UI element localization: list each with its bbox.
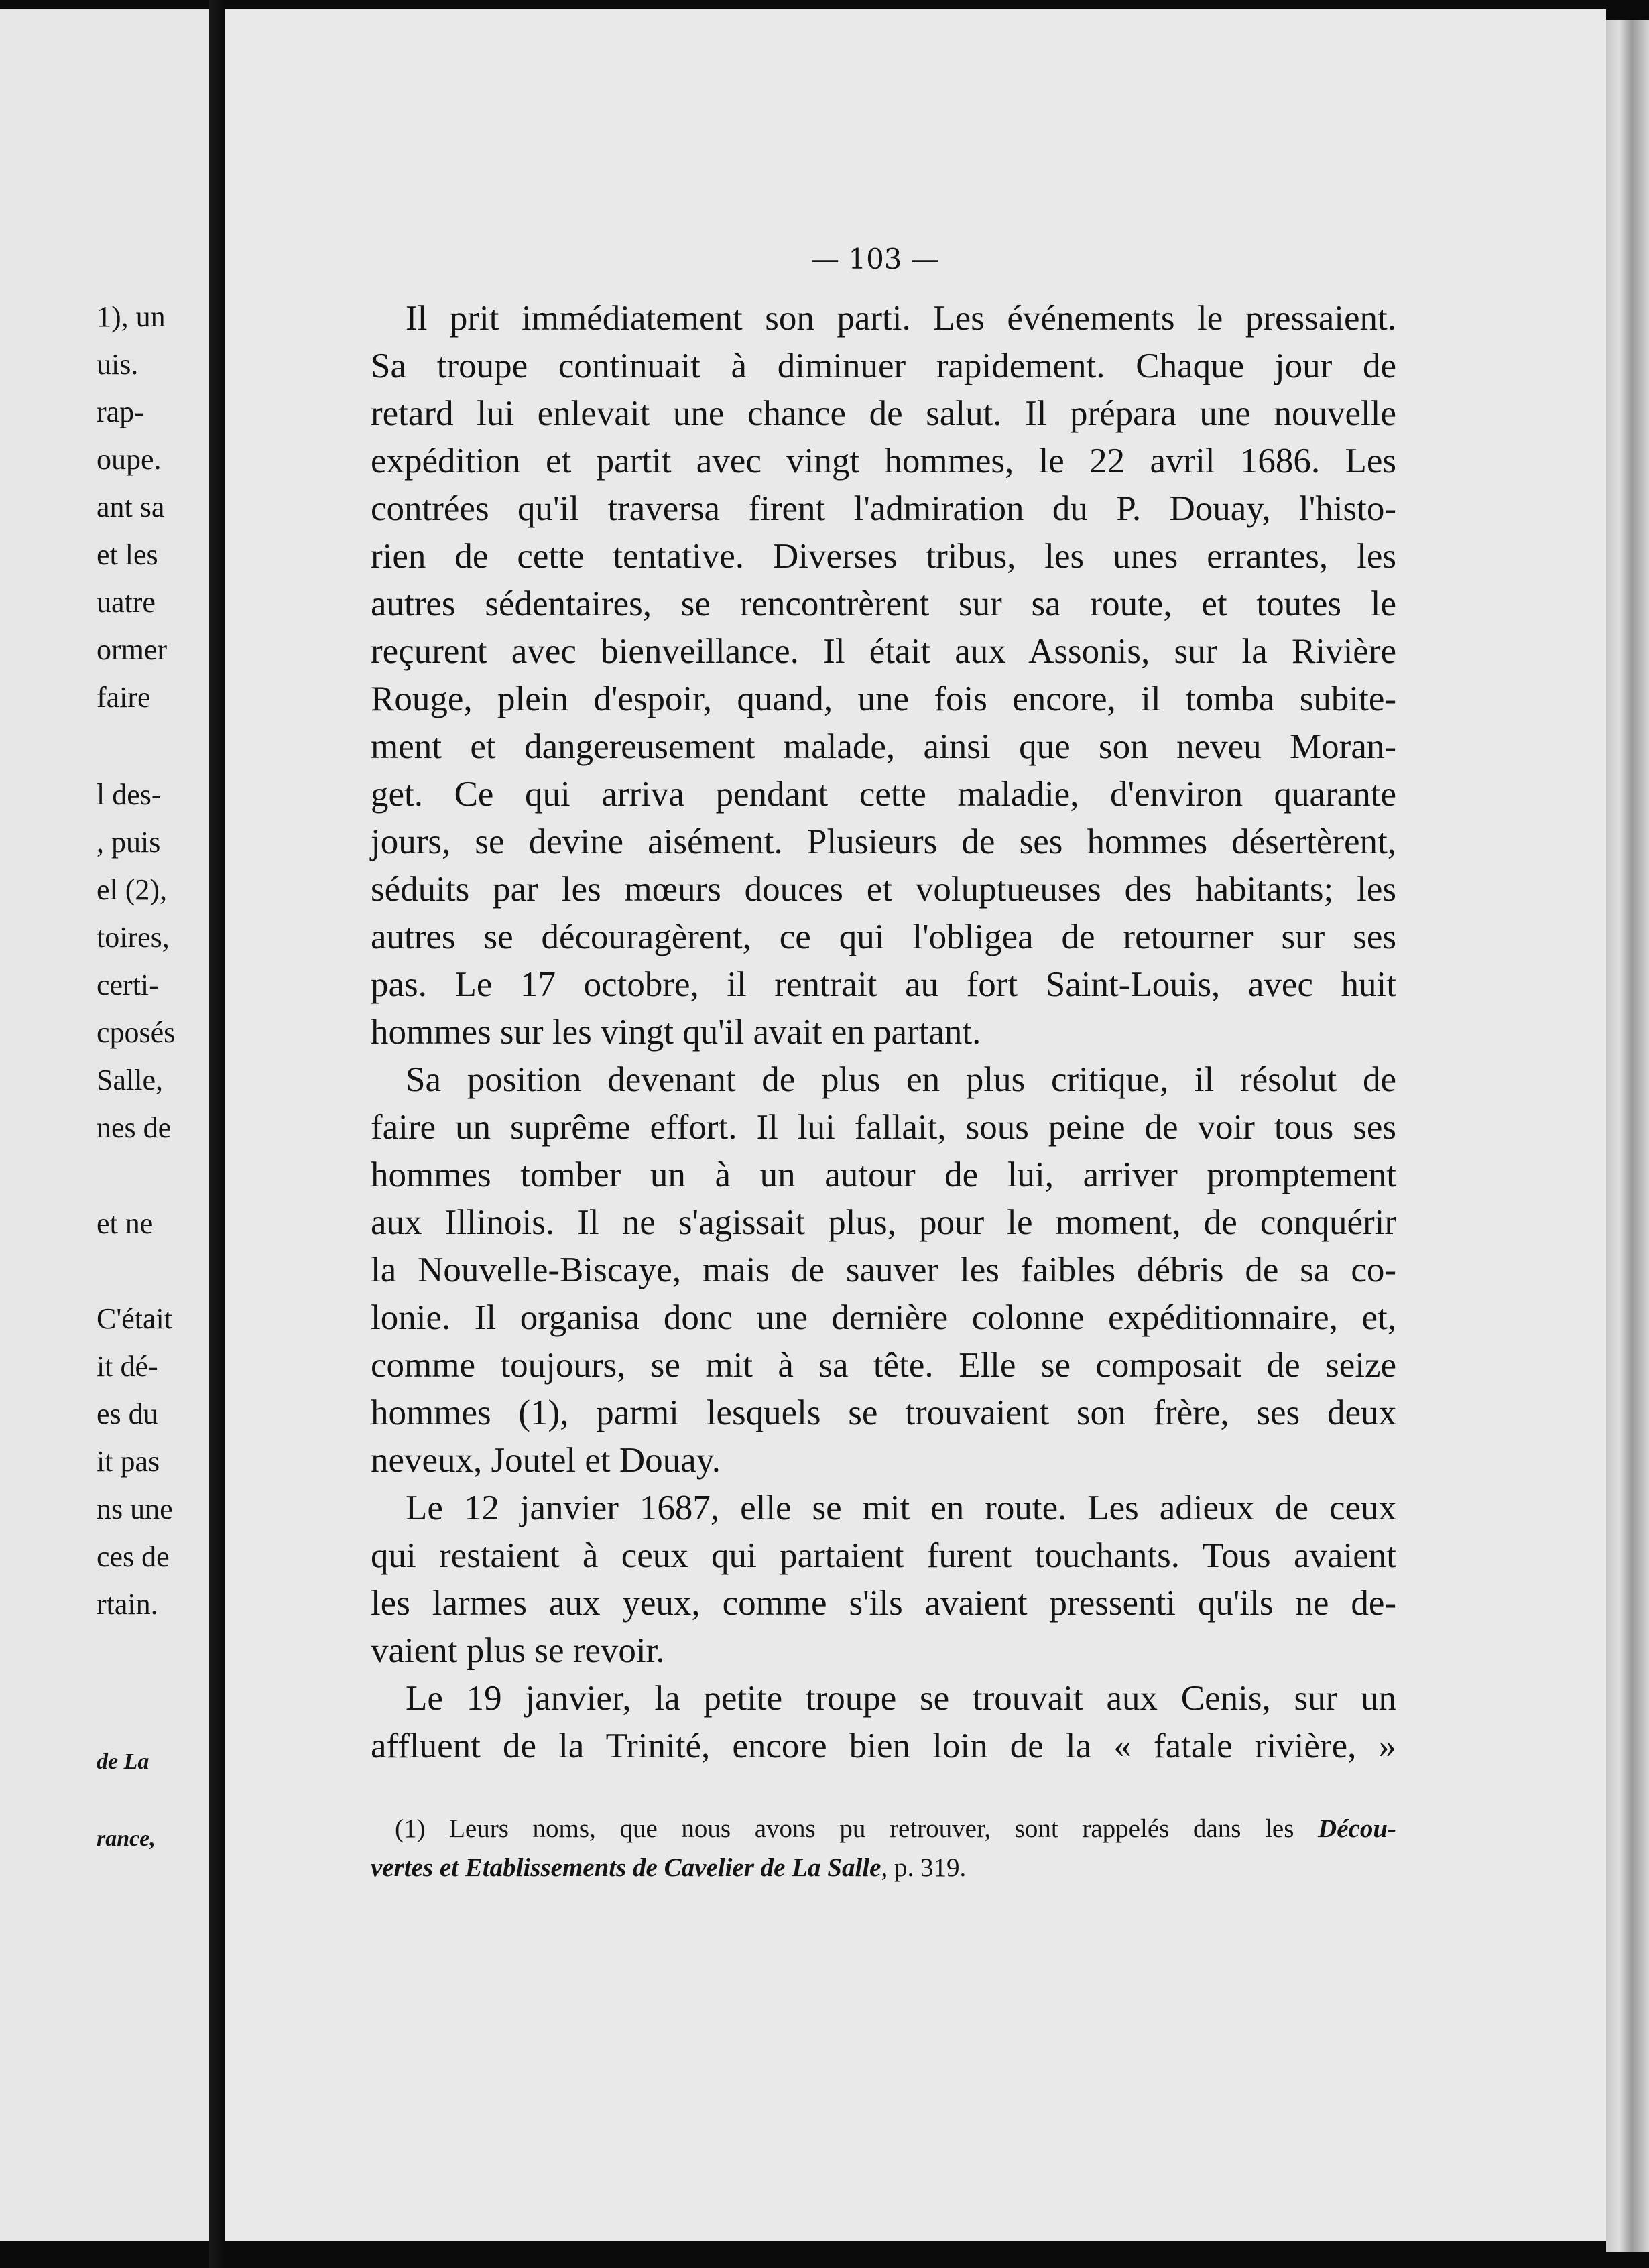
- text-line: expédition et partit avec vingt hommes, le 22 avril 1686. Les: [371, 442, 1396, 481]
- footnote-line: [371, 1848, 1396, 1887]
- text-line: rien de cette tentative. Diverses tribus, les unes errantes, les: [371, 537, 1396, 576]
- text-line: Sa position devenant de plus en plus critique, il résolut de: [406, 1060, 1396, 1099]
- text-line: faire un suprême effort. Il lui fallait, sous peine de voir tous ses: [371, 1108, 1396, 1147]
- text-line: autres sédentaires, se rencontrèrent sur sa route, et toutes le: [371, 584, 1396, 623]
- left-text-fragment: et les: [97, 538, 158, 571]
- footnote-text: (1) Leurs noms, que nous avons pu retrouver, sont rappelés dans les: [395, 1814, 1319, 1843]
- text-line: contrées qu'il traversa firent l'admiration du P. Douay, l'histo-: [371, 489, 1396, 528]
- text-line: Rouge, plein d'espoir, quand, une fois encore, il tomba subite-: [371, 680, 1396, 718]
- left-text-fragment: C'était: [97, 1302, 173, 1335]
- text-line: autres se découragèrent, ce qui l'obligea de retourner sur ses: [371, 918, 1396, 956]
- footnote-text: , p. 319.: [881, 1853, 967, 1882]
- footnote: [371, 1810, 1396, 1887]
- left-text-fragment: nes de: [97, 1111, 172, 1144]
- left-text-fragment: et ne: [97, 1207, 154, 1240]
- left-note-fragment: rance,: [97, 1826, 156, 1851]
- text-line: neveux, Joutel et Douay.: [371, 1441, 721, 1480]
- left-text-fragment: certi-: [97, 968, 159, 1001]
- left-text-fragment: ces de: [97, 1540, 170, 1573]
- left-text-fragment: ns une: [97, 1493, 173, 1525]
- text-line: pas. Le 17 octobre, il rentrait au fort Saint-Louis, avec huit: [371, 965, 1396, 1004]
- text-line: qui restaient à ceux qui partaient furent touchants. Tous avaient: [371, 1536, 1396, 1575]
- left-text-fragment: rap-: [97, 395, 144, 428]
- text-line: lonie. Il organisa donc une dernière colonne expéditionnaire, et,: [371, 1298, 1396, 1337]
- text-line: aux Illinois. Il ne s'agissait plus, pour le moment, de conquérir: [371, 1203, 1396, 1242]
- text-line: retard lui enlevait une chance de salut. Il prépara une nouvelle: [371, 394, 1396, 433]
- left-text-fragment: it dé-: [97, 1350, 158, 1383]
- book-gutter: [209, 0, 225, 2268]
- text-line: les larmes aux yeux, comme s'ils avaient pressenti qu'ils ne de-: [371, 1584, 1396, 1623]
- left-text-fragment: rtain.: [97, 1588, 158, 1621]
- left-text-fragment: toires,: [97, 921, 170, 954]
- text-line: Il prit immédiatement son parti. Les événements le pressaient.: [406, 299, 1396, 338]
- text-line: comme toujours, se mit à sa tête. Elle se composait de seize: [371, 1346, 1396, 1385]
- text-line: hommes tomber un à un autour de lui, arriver promptement: [371, 1155, 1396, 1194]
- left-page-footnotes: [0, 9, 209, 1886]
- footnote-line: [371, 1810, 1396, 1848]
- left-text-fragment: , puis: [97, 826, 161, 859]
- left-text-fragment: es du: [97, 1397, 158, 1430]
- text-line: ment et dangereusement malade, ainsi que son neveu Moran-: [371, 727, 1396, 766]
- left-text-fragment: uatre: [97, 586, 156, 619]
- text-line: Sa troupe continuait à diminuer rapidement. Chaque jour de: [371, 346, 1396, 385]
- left-text-fragment: cposés: [97, 1016, 176, 1049]
- text-line: Le 12 janvier 1687, elle se mit en route. Les adieux de ceux: [406, 1489, 1396, 1527]
- text-line: la Nouvelle-Biscaye, mais de sauver les faibles débris de sa co-: [371, 1251, 1396, 1289]
- page-edge: [1606, 20, 1649, 2252]
- left-text-fragment: l des-: [97, 778, 162, 811]
- left-text-fragment: faire: [97, 681, 151, 714]
- text-line: séduits par les mœurs douces et voluptueuses des habitants; les: [371, 870, 1396, 909]
- left-page-fragment: [0, 9, 209, 2241]
- left-text-fragment: uis.: [97, 348, 139, 381]
- text-line: get. Ce qui arriva pendant cette maladie, d'environ quarante: [371, 775, 1396, 814]
- left-text-fragment: it pas: [97, 1445, 160, 1478]
- text-line: affluent de la Trinité, encore bien loin de la « fatale rivière, »: [371, 1726, 1396, 1765]
- text-line: hommes sur les vingt qu'il avait en partant.: [371, 1013, 981, 1052]
- text-line: hommes (1), parmi lesquels se trouvaient son frère, ses deux: [371, 1393, 1396, 1432]
- left-text-fragment: ormer: [97, 633, 168, 666]
- left-text-fragment: el (2),: [97, 873, 168, 906]
- left-text-fragment: 1), un: [97, 300, 166, 333]
- left-text-fragment: Salle,: [97, 1064, 163, 1096]
- left-note-fragment: de La: [97, 1749, 149, 1774]
- left-text-fragment: oupe.: [97, 443, 162, 476]
- text-line: jours, se devine aisément. Plusieurs de ses hommes désertèrent,: [371, 822, 1396, 861]
- left-text-fragment: ant sa: [97, 491, 165, 523]
- page-number: — 103 —: [811, 243, 939, 275]
- text-line: vaient plus se revoir.: [371, 1631, 665, 1670]
- body-text: [371, 295, 1396, 1770]
- text-line: Le 19 janvier, la petite troupe se trouvait aux Cenis, sur un: [406, 1679, 1396, 1718]
- footnote-italic-text: vertes et Etablissements de Cavelier de La Salle: [371, 1853, 881, 1882]
- text-line: reçurent avec bienveillance. Il était aux Assonis, sur la Rivière: [371, 632, 1396, 671]
- footnote-italic-text: Décou-: [1318, 1814, 1396, 1843]
